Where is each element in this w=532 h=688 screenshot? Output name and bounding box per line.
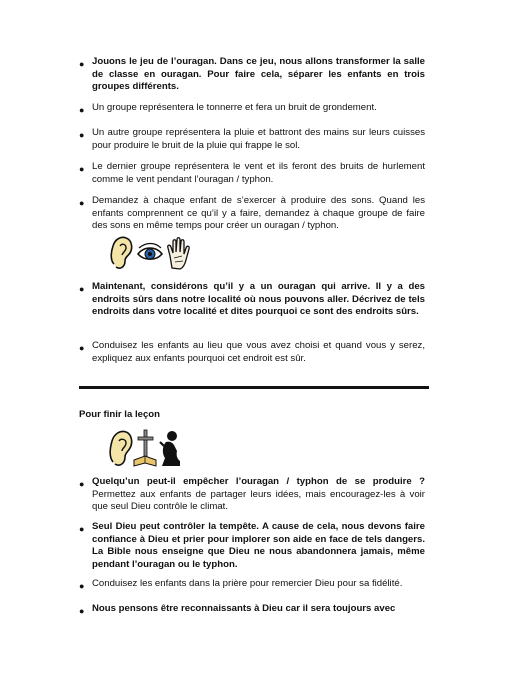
instruction-item: Conduisez les enfants au lieu que vous avez choisi et quand vous y serez, expliquez aux enfants pourquoi cet endroit est sûr. — [92, 340, 425, 364]
bullet: ● — [79, 581, 85, 591]
bullet: ● — [79, 105, 85, 115]
icon-row-2 — [108, 428, 188, 470]
closing-item — [92, 476, 425, 514]
closing-item-text: Permettez aux enfants de partager leurs idées, mais encouragez-les à voir que seul Dieu contrôle le climat. — [92, 488, 425, 513]
bullet: ● — [79, 284, 85, 294]
closing-item-text: Conduisez les enfants dans la prière pour remercier Dieu pour sa fidélité. — [92, 578, 403, 589]
closing-item-lead: Seul Dieu peut contrôler la tempête. A cause de cela, nous devons faire confiance à Dieu et prier pour implorer son aide en face de tels dangers. La Bible nous enseigne que Dieu ne nous abandonnera jamais, même pendant l’ouragan ou le typhon. — [92, 521, 425, 570]
ear-icon — [111, 237, 131, 268]
hand-icon — [168, 238, 189, 269]
bullet: ● — [79, 479, 85, 489]
ear-icon — [110, 431, 131, 465]
bullet: ● — [79, 59, 85, 69]
section-divider — [79, 386, 429, 389]
closing-item-lead: Quelqu’un peut-il empêcher l’ouragan / typhon de se produire ? — [92, 476, 425, 487]
instruction-item: Un groupe représentera le tonnerre et fera un bruit de grondement. — [92, 102, 377, 113]
bullet: ● — [79, 198, 85, 208]
bullet: ● — [79, 606, 85, 616]
closing-item-lead: Nous pensons être reconnaissants à Dieu car il sera toujours avec — [92, 603, 396, 614]
instruction-item: Demandez à chaque enfant de s’exercer à produire des sons. Quand les enfants comprennent ce qu’il y a faire, demandez à chaque groupe de faire des sons en même temps pour créer un ouragan / typhon. — [92, 195, 425, 232]
praying-person-icon — [160, 431, 180, 466]
instruction-item: Maintenant, considérons qu’il y a un ouragan qui arrive. Il y a des endroits sûrs dans notre localité où nous pouvons aller. Décrivez de tels endroits dans votre localité et dites pourquoi ce sont des endroits sûrs. — [92, 281, 425, 318]
instruction-item: Un autre groupe représentera la pluie et battront des mains sur leurs cuisses pour produire le bruit de la pluie qui frappe le sol. — [92, 127, 425, 151]
closing-item — [92, 603, 425, 616]
bullet: ● — [79, 343, 85, 353]
instruction-item: Le dernier groupe représentera le vent et ils feront des bruits de hurlement comme le vent pendant l’ouragan / typhon. — [92, 161, 425, 185]
instruction-item: Jouons le jeu de l’ouragan. Dans ce jeu, nous allons transformer la salle de classe en ouragan. Pour faire cela, séparer les enfants en trois groupes différents. — [92, 56, 425, 93]
bullet: ● — [79, 524, 85, 534]
eye-icon — [138, 244, 162, 260]
cross-bible-icon — [134, 430, 156, 466]
closing-item — [92, 578, 425, 591]
bullet: ● — [79, 130, 85, 140]
bullet: ● — [79, 164, 85, 174]
section-title: Pour finir la leçon — [79, 409, 161, 420]
icon-row-1 — [108, 234, 196, 272]
closing-item — [92, 521, 425, 571]
